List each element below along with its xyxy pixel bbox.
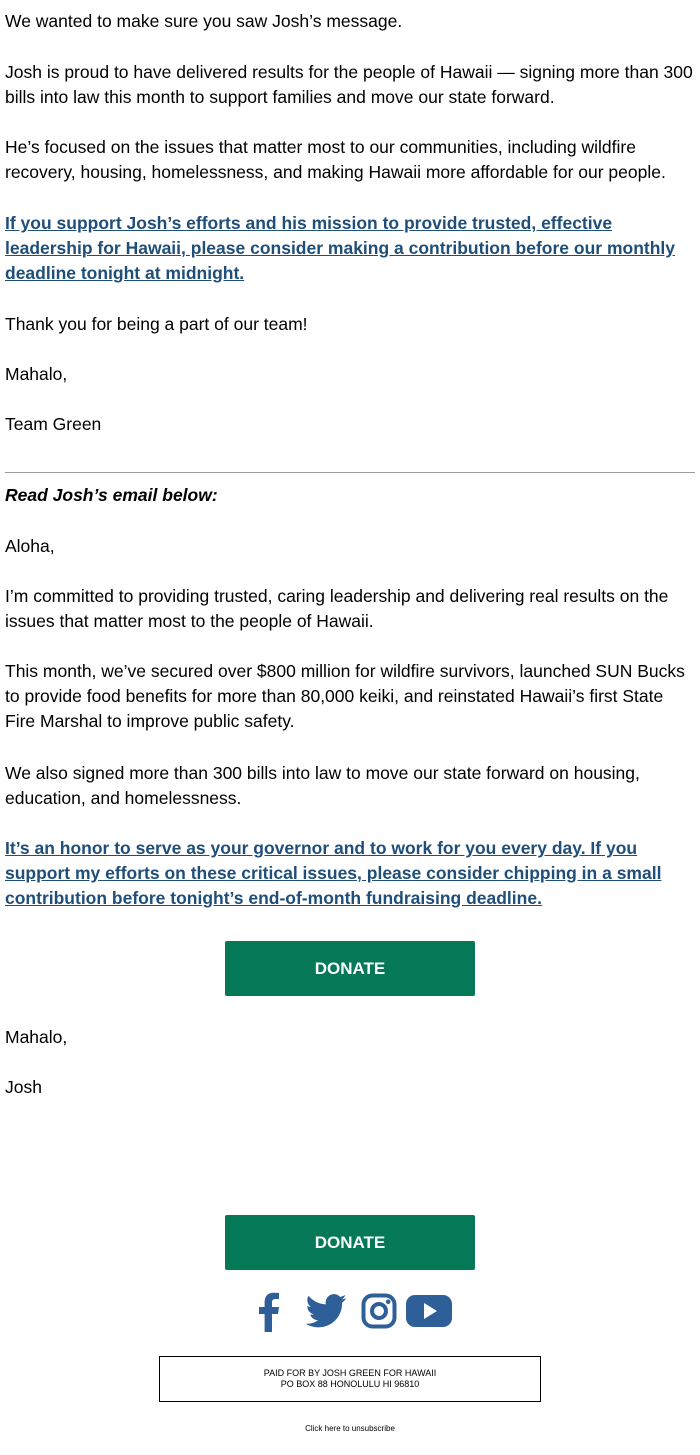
intro-paragraph-2: He’s focused on the issues that matter most to our communities, including wildfire recovery, housing, homelessness, and making Hawaii more affordable for our people. [5, 137, 666, 182]
letter-greeting: Aloha, [5, 536, 55, 556]
footer-donate-button[interactable]: DONATE [225, 1215, 475, 1270]
donate-button[interactable]: DONATE [225, 941, 475, 996]
letter-donate-link[interactable]: It’s an honor to serve as your governor and to work for you every day. If you support my efforts on these critical issues, please consider chipping in a small contribution before tonight’s end-of-month fundraising deadline. [5, 838, 662, 908]
intro-line: We wanted to make sure you saw Josh’s message. [5, 11, 403, 31]
twitter-icon[interactable] [305, 1294, 347, 1328]
letter-paragraph-2: This month, we’ve secured over $800 million for wildfire survivors, launched SUN Bucks to provide food benefits for more than 80,000 keiki, and reinstated Hawaii’s first State Fire Marshal to improve public safety. [5, 661, 685, 731]
letter-signoff: Mahalo, [5, 1027, 68, 1047]
letter-paragraph-3: We also signed more than 300 bills into law to move our state forward on housing, education, and homelessness. [5, 763, 640, 808]
paid-for-line-2: PO BOX 88 HONOLULU HI 96810 [280, 1379, 420, 1389]
intro-donate-link[interactable]: If you support Josh’s efforts and his mission to provide trusted, effective leadership for Hawaii, please consider making a contribution before our monthly deadline tonight at midnight. [5, 213, 675, 283]
letter-heading: Read Josh’s email below: [5, 485, 218, 505]
intro-signoff: Mahalo, [5, 364, 68, 384]
divider [5, 472, 695, 473]
intro-paragraph-1: Josh is proud to have delivered results for the people of Hawaii — signing more than 300 bills into law this month to support families and move our state forward. [5, 62, 693, 107]
instagram-icon[interactable] [361, 1293, 397, 1329]
youtube-icon[interactable] [406, 1295, 452, 1327]
paid-for-line-1: PAID FOR BY JOSH GREEN FOR HAWAII [263, 1368, 437, 1378]
intro-thanks: Thank you for being a part of our team! [5, 314, 308, 334]
paid-for-disclaimer [159, 1356, 541, 1402]
intro-signature: Team Green [5, 414, 102, 434]
letter-paragraph-1: I’m committed to providing trusted, caring leadership and delivering real results on the issues that matter most to the people of Hawaii. [5, 586, 669, 631]
unsubscribe-link[interactable]: Click here to unsubscribe [305, 1424, 395, 1433]
facebook-icon[interactable] [255, 1292, 281, 1332]
social-links [0, 1288, 700, 1334]
letter-signature: Josh [5, 1077, 42, 1097]
